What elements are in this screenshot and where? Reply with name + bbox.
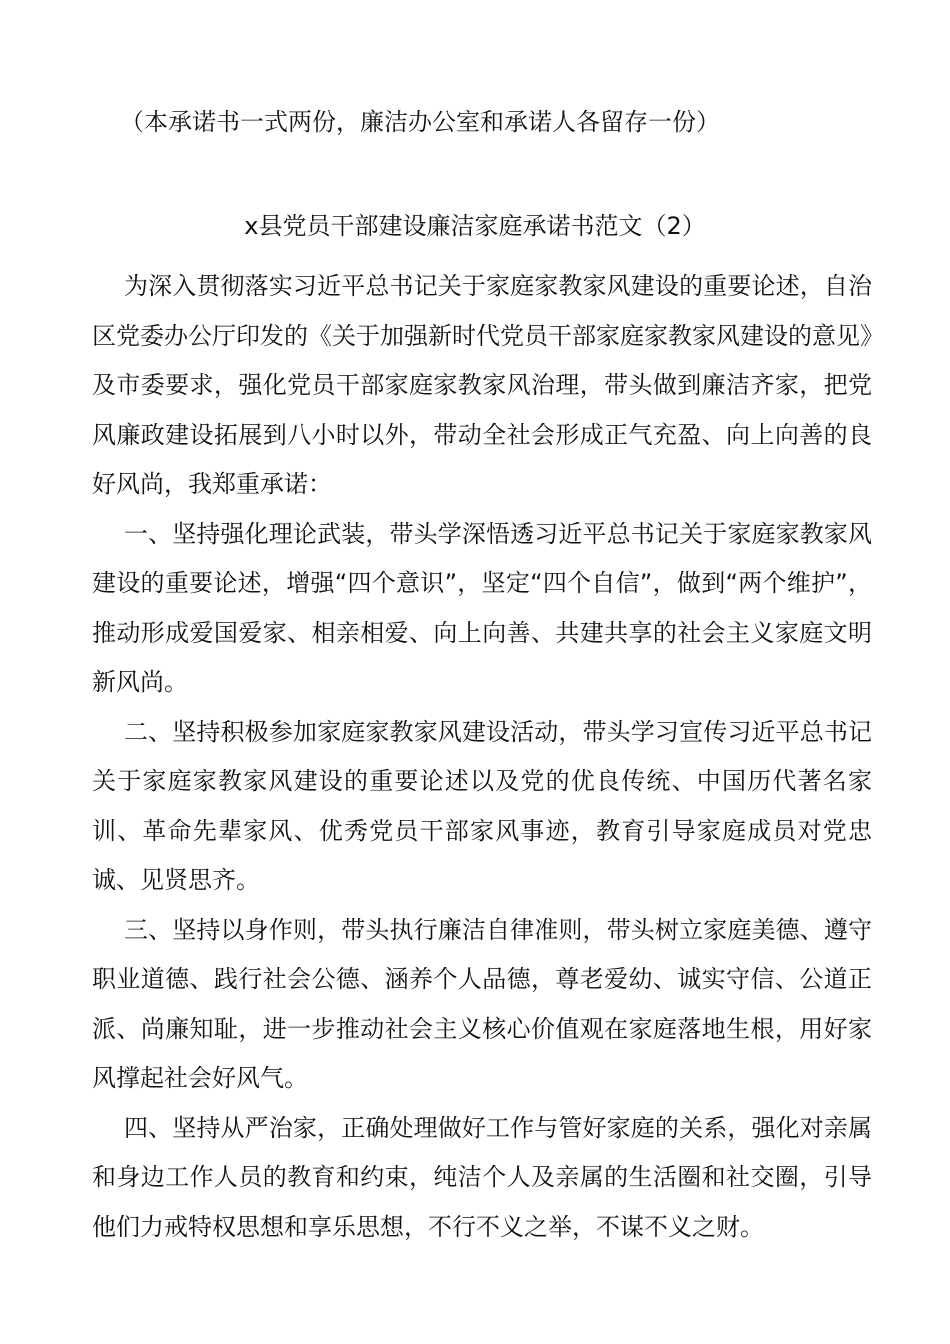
pledge-paragraph-4: 四、坚持从严治家，正确处理做好工作与管好家庭的关系，强化对亲属和身边工作人员的教育和约束，纯洁个人及亲属的生活圈和社交圈，引导他们力戒特权思想和享乐思想，不行不义之举，不谋不义之财。	[92, 1113, 872, 1241]
pledge-paragraph-2: 二、坚持积极参加家庭家教家风建设活动，带头学习宣传习近平总书记关于家庭家教家风建设的重要论述以及党的优良传统、中国历代著名家训、革命先辈家风、优秀党员干部家风事迹，教育引导家庭成员对党忠诚、见贤思齐。	[92, 717, 872, 894]
intro-paragraph: 为深入贯彻落实习近平总书记关于家庭家教家风建设的重要论述，自治区党委办公厅印发的《关于加强新时代党员干部家庭家教家风建设的意见》及市委要求，强化党员干部家庭家教家风治理，带头做到廉洁齐家，把党风廉政建设拓展到八小时以外，带动全社会形成正气充盈、向上向善的良好风尚，我郑重承诺：	[92, 272, 872, 498]
pledge-paragraph-1: 一、坚持强化理论武装，带头学深悟透习近平总书记关于家庭家教家风建设的重要论述，增强“四个意识”，坚定“四个自信”，做到“两个维护”，推动形成爱国爱家、相亲相爱、向上向善、共建共享的社会主义家庭文明新风尚。	[92, 519, 872, 696]
document-body	[92, 262, 872, 1252]
copies-note: （本承诺书一式两份，廉洁办公室和承诺人各留存一份）	[120, 108, 720, 136]
pledge-paragraph-3: 三、坚持以身作则，带头执行廉洁自律准则，带头树立家庭美德、遵守职业道德、践行社会公德、涵养个人品德，尊老爱幼、诚实守信、公道正派、尚廉知耻，进一步推动社会主义核心价值观在家庭落地生根，用好家风撑起社会好风气。	[92, 915, 872, 1092]
document-title: x县党员干部建设廉洁家庭承诺书范文（2）	[244, 212, 706, 240]
